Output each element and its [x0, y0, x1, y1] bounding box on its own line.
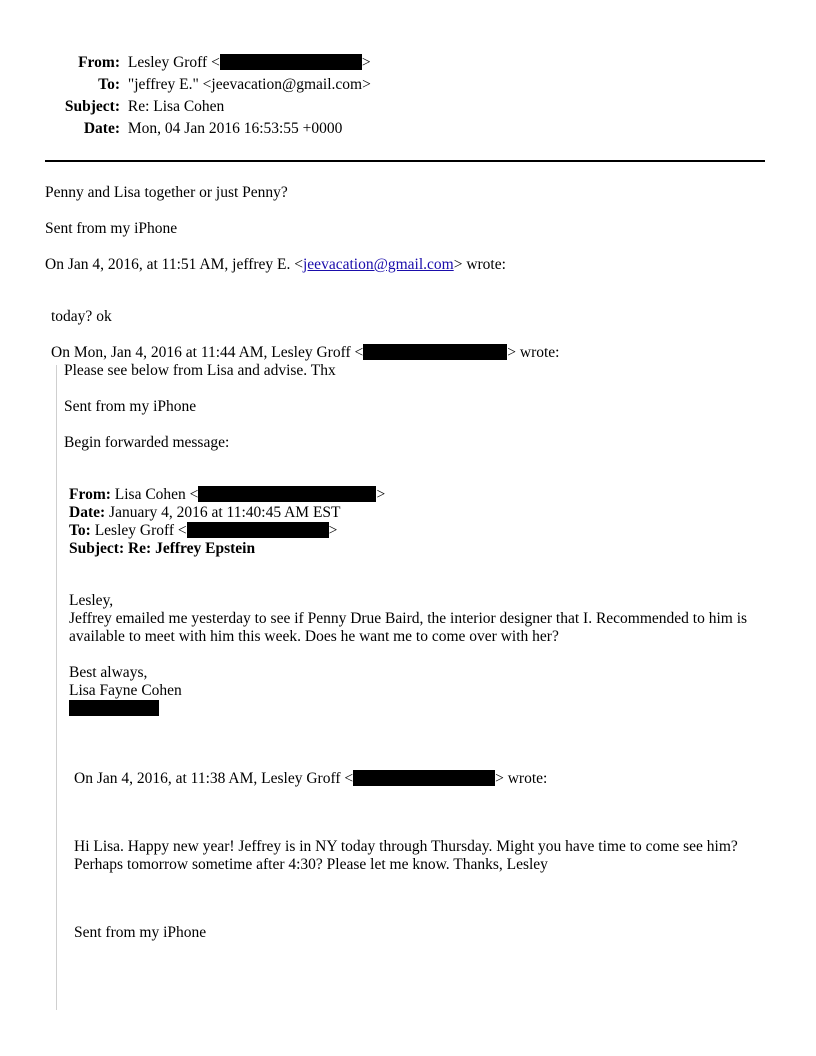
forward-date-label: Date:	[69, 504, 106, 521]
forward-subject-value: Re: Jeffrey Epstein	[127, 540, 256, 557]
forward-subject-row	[69, 540, 255, 558]
forward-to-value: Lesley Groff <	[94, 522, 187, 539]
forward-closing: Best always,	[69, 664, 148, 681]
header-subject-label: Subject:	[64, 98, 120, 115]
body-sent-from: Sent from my iPhone	[45, 220, 178, 237]
header-date-value: Mon, 04 Jan 2016 16:53:55 +0000	[127, 120, 343, 137]
signature-redaction	[69, 700, 159, 718]
forward-from-value: Lisa Cohen <	[114, 486, 199, 503]
forward-from-label: From:	[69, 486, 111, 503]
redaction-block	[363, 344, 507, 360]
quote2-wrote-line	[74, 770, 547, 788]
header-subject-value: Re: Lisa Cohen	[127, 98, 225, 115]
header-from-label: From:	[78, 54, 120, 71]
header-to-label: To:	[98, 76, 120, 93]
wrote-suffix: > wrote:	[495, 770, 548, 787]
quote-forwarded-label: Begin forwarded message:	[64, 434, 230, 451]
quote-sent-from: Sent from my iPhone	[64, 398, 197, 415]
header-from-name: Lesley Groff <	[127, 54, 220, 71]
body-wrote-line	[45, 256, 506, 274]
header-date-row	[0, 120, 342, 138]
redaction-block	[198, 486, 376, 502]
header-to-value: "jeffrey E." <jeevacation@gmail.com>	[127, 76, 371, 93]
redaction-block	[220, 54, 362, 70]
wrote-prefix: On Jan 4, 2016, at 11:51 AM, jeffrey E. <	[45, 256, 303, 273]
forward-paragraph: Jeffrey emailed me yesterday to see if Penny Drue Baird, the interior designer that I. Recommended to him is available to meet with him this week. Does he want me to come over with her?	[69, 610, 748, 645]
quote2-sent-from: Sent from my iPhone	[74, 924, 207, 941]
header-from-row	[0, 54, 371, 72]
forward-date-row	[69, 504, 341, 522]
header-subject-row	[0, 98, 224, 116]
wrote-prefix: On Mon, Jan 4, 2016 at 11:44 AM, Lesley Groff <	[51, 344, 364, 361]
forward-signature: Lisa Fayne Cohen	[69, 682, 182, 699]
header-date-label: Date:	[83, 120, 120, 137]
reply-wrote-line	[51, 344, 559, 362]
redaction-block	[187, 522, 329, 538]
forward-subject-label: Subject:	[69, 540, 125, 557]
forward-to-row	[69, 522, 337, 540]
forward-date-value: January 4, 2016 at 11:40:45 AM EST	[109, 504, 341, 521]
wrote-suffix: > wrote:	[507, 344, 560, 361]
header-divider	[45, 160, 765, 162]
forward-from-close: >	[376, 486, 386, 503]
quote-line-1: Please see below from Lisa and advise. Thx	[64, 362, 336, 379]
header-to-row	[0, 76, 371, 94]
reply-text: today? ok	[51, 308, 112, 325]
body-line-1: Penny and Lisa together or just Penny?	[45, 184, 288, 201]
redaction-block	[353, 770, 495, 786]
wrote-suffix: > wrote:	[453, 256, 506, 273]
forward-from-row	[69, 486, 385, 504]
quote-bar	[56, 365, 57, 1010]
quote2-paragraph: Hi Lisa. Happy new year! Jeffrey is in NY today through Thursday. Might you have time to come see him? Perhaps tomorrow sometime after 4:30? Please let me know. Thanks, Lesley	[74, 838, 738, 873]
forward-to-close: >	[328, 522, 338, 539]
email-link[interactable]: jeevacation@gmail.com	[303, 256, 454, 273]
wrote-prefix: On Jan 4, 2016, at 11:38 AM, Lesley Groff <	[74, 770, 354, 787]
forward-greeting: Lesley,	[69, 592, 114, 609]
redaction-block	[69, 700, 159, 716]
forward-to-label: To:	[69, 522, 91, 539]
header-from-close: >	[361, 54, 371, 71]
